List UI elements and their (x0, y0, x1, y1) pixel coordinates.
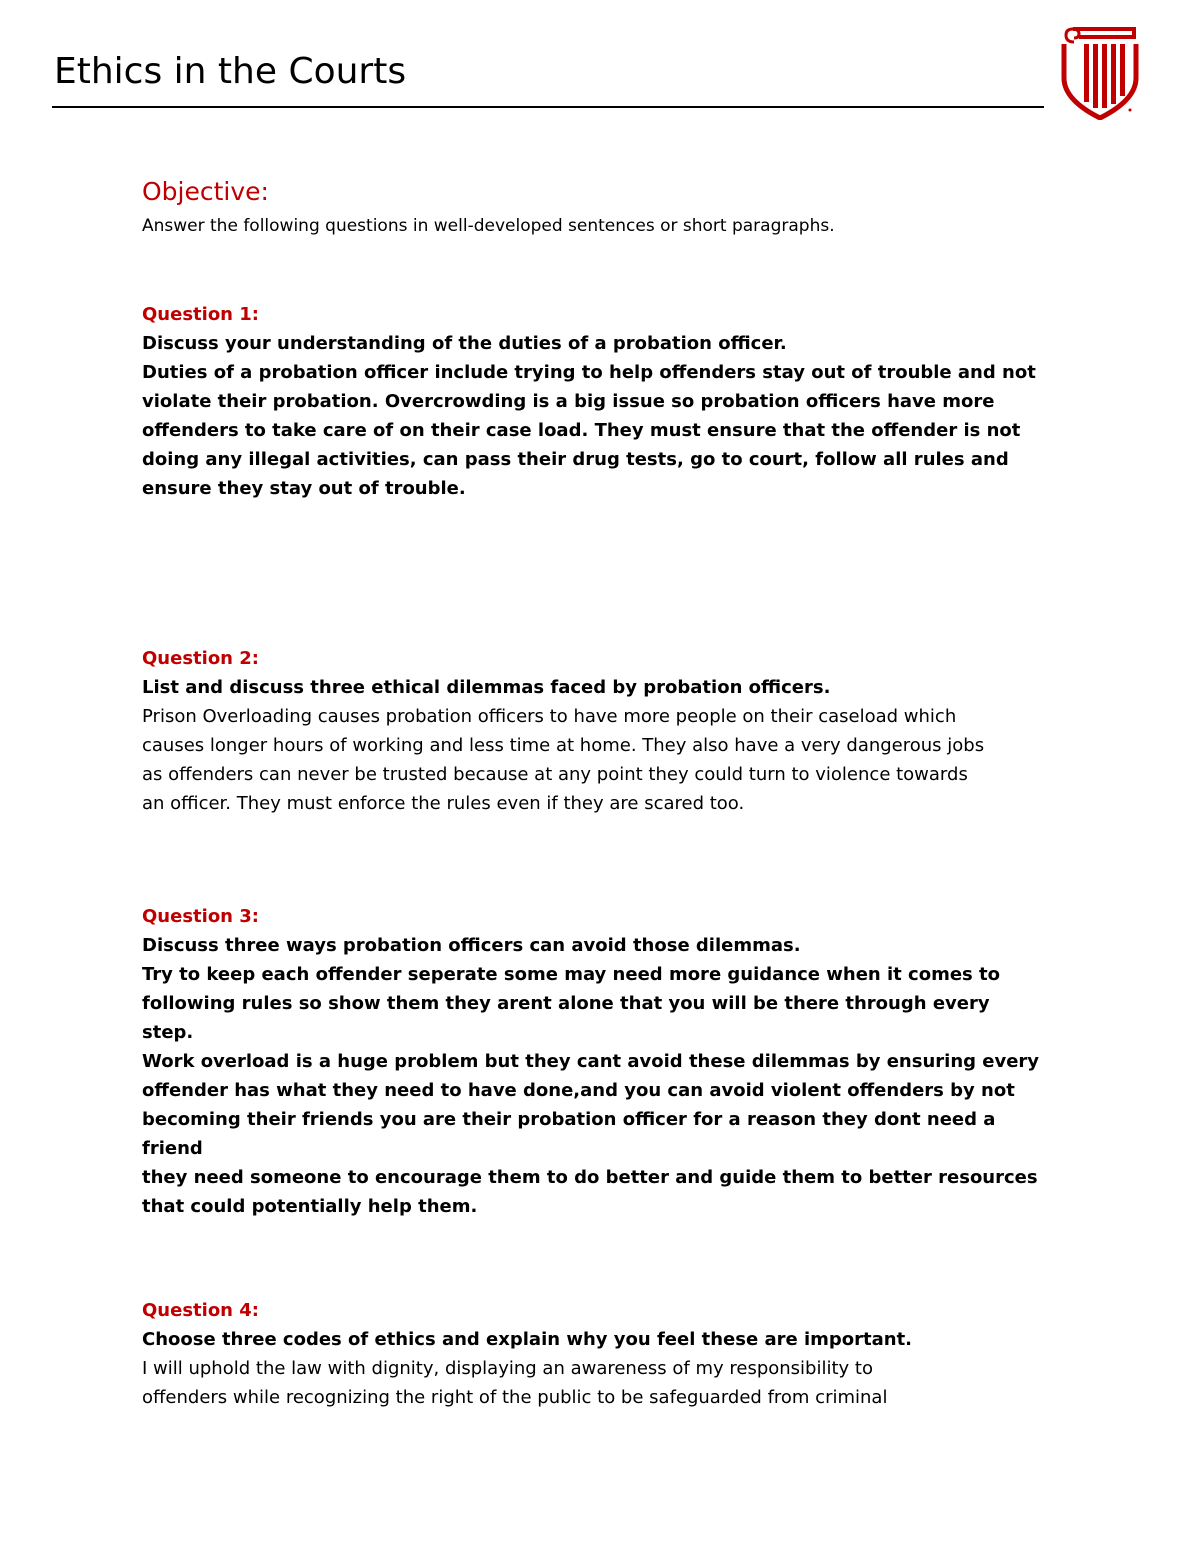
question-prompt: Choose three codes of ethics and explain why you feel these are important. (142, 1329, 913, 1350)
question-answer: Try to keep each offender seperate some may need more guidance when it comes to following rules so show them they arent alone that you will be there through every step. Work overload is a huge problem but they cant avoid these dilemmas by ensuring every offender has what they need to have done,and you can avoid violent offenders by not becoming their friends you are their probation officer for a reason they dont need a friend they need someone to encourage them to do better and guide them to better resources that could potentially help them. (142, 964, 1040, 1217)
question-prompt: Discuss your understanding of the duties of a probation officer. (142, 333, 787, 354)
header-divider (52, 106, 1044, 108)
objective-text: Answer the following questions in well-developed sentences or short paragraphs. (142, 216, 835, 236)
question-label: Question 4: (142, 1300, 259, 1321)
question-label: Question 3: (142, 906, 259, 927)
question-prompt: List and discuss three ethical dilemmas faced by probation officers. (142, 677, 831, 698)
column-shield-logo-icon (1060, 26, 1140, 120)
question-label: Question 2: (142, 648, 259, 669)
question-answer: Prison Overloading causes probation officers to have more people on their caseload which causes longer hours of working and less time at home. They also have a very dangerous jobs as offenders can never be trusted because at any point they could turn to violence towards an officer. They must enforce the rules even if they are scared too. (142, 706, 985, 814)
document-title: Ethics in the Courts (54, 51, 407, 92)
objective-heading: Objective: (142, 177, 269, 206)
question-label: Question 1: (142, 304, 259, 325)
objective-section (142, 175, 1042, 239)
question-answer: I will uphold the law with dignity, displaying an awareness of my responsibility to offenders while recognizing the right of the public to be safeguarded from criminal (142, 1358, 888, 1408)
question-prompt: Discuss three ways probation officers can avoid those dilemmas. (142, 935, 801, 956)
question-block-1 (142, 300, 1042, 503)
question-block-3 (142, 902, 1042, 1221)
question-block-4 (142, 1296, 1042, 1412)
question-block-2 (142, 644, 1042, 818)
question-answer: Duties of a probation officer include trying to help offenders stay out of trouble and not violate their probation. Overcrowding is a big issue so probation officers have more offenders to take care of on their case load. They must ensure that the offender is not doing any illegal activities, can pass their drug tests, go to court, follow all rules and ensure they stay out of trouble. (142, 362, 1036, 499)
